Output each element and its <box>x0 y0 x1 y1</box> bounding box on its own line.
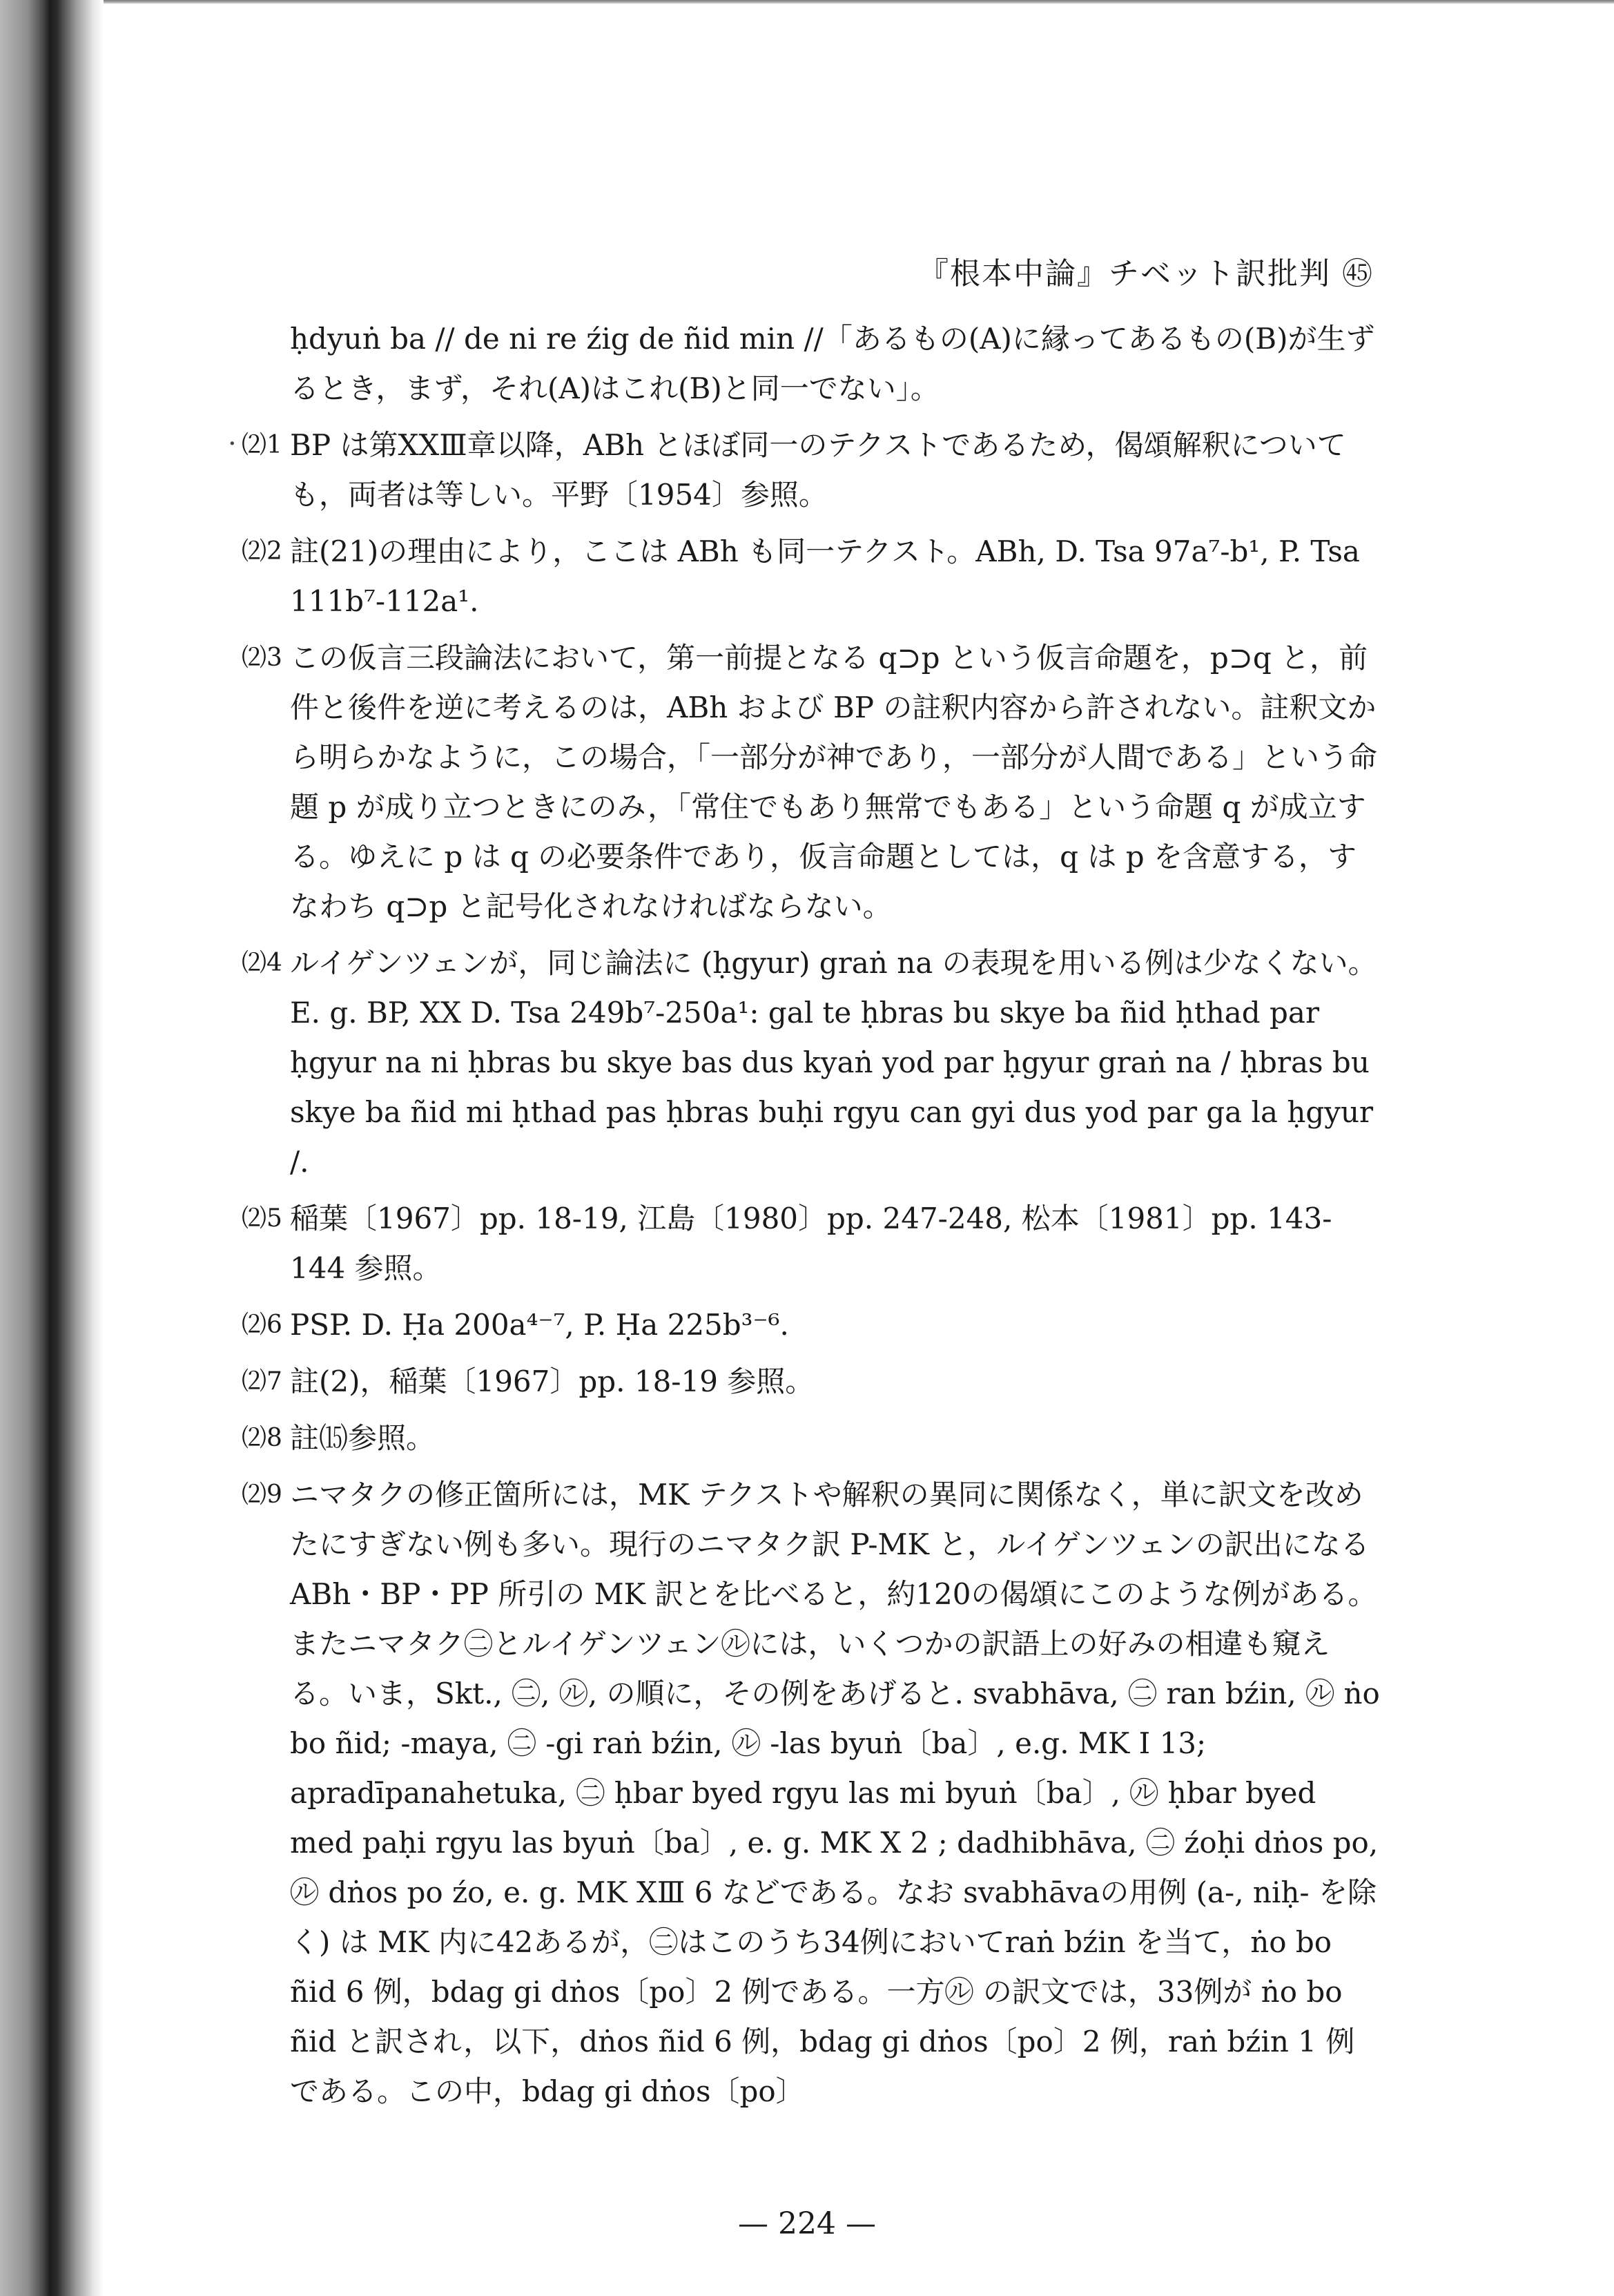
note-number: ⑵9 <box>242 1480 282 1509</box>
note-number: ⑵8 <box>242 1424 282 1452</box>
note-text: この仮言三段論法において，第一前提となる q⊃p という仮言命題を，p⊃q と，前件と後件を逆に考えるのは，ABh および BP の註釈内容から許されない。註釈文から明らかなように，この場合，「一部分が神であり，一部分が人間である」という命題 p が成り立つときにのみ，「常住でもあり無常でもある」という命題 q が成立する。ゆえに p は q の必要条件であり，仮言命題としては，q は p を含意する，すなわち q⊃p と記号化されなければならない。 <box>290 641 1378 923</box>
note-text: ルイゲンツェンが，同じ論法に (ḥgyur) graṅ na の表現を用いる例は少なくない。E. g. BP, XX D. Tsa 249b⁷-250a¹: gal te ḥbras bu skye ba ñid ḥthad par ḥgyur na ni ḥbras bu skye bas dus kyaṅ yod par ḥgyur graṅ na / ḥbras bu skye ba ñid mi ḥthad pas ḥbras buḥi rgyu can gyi dus yod par ga la ḥgyur /. <box>290 946 1377 1179</box>
note-text: BP は第XXⅢ章以降，ABh とほぼ同一のテクストであるため，偈頌解釈についても，両者は等しい。平野〔1954〕参照。 <box>290 428 1346 512</box>
note-number: ⑵1 <box>242 431 282 459</box>
note-27 <box>242 1357 1381 1407</box>
note-number: ⑵4 <box>242 949 282 977</box>
stray-mark: · <box>228 428 237 460</box>
note-25 <box>242 1194 1381 1293</box>
note-26 <box>242 1300 1381 1350</box>
note-text: 稲葉〔1967〕pp. 18-19, 江島〔1980〕pp. 247-248, 松本〔1981〕pp. 143-144 参照。 <box>290 1202 1332 1285</box>
continuation-text: ḥdyuṅ ba // de ni re źig de ñid min //「あるもの(A)に縁ってあるもの(B)が生ずるとき，まず，それ(A)はこれ(B)と同一でない」。 <box>290 322 1375 405</box>
note-number: ⑵2 <box>242 537 282 566</box>
note-number: ⑵6 <box>242 1311 282 1339</box>
notes-body <box>242 314 1381 2123</box>
running-header: 『根本中論』チベット訳批判 ㊺ <box>918 256 1374 291</box>
note-text: ニマタクの修正箇所には，MK テクストや解釈の異同に関係なく，単に訳文を改めたにすぎない例も多い。現行のニマタク訳 P-MK と，ルイゲンツェンの訳出になるABh・BP・PP 所引の MK 訳とを比べると，約120の偈頌にこのような例がある。またニマタク㊁とルイゲンツェン㋸には，いくつかの訳語上の好みの相違も窺える。いま，Skt., ㊁, ㋸, の順に，その例をあげると. svabhāva, ㊁ ran bźin, ㋸ ṅo bo ñid; -maya, ㊁ -gi raṅ bźin, ㋸ -las byuṅ〔ba〕, e.g. MK Ⅰ 13; apradīpanahetuka, ㊁ ḥbar byed rgyu las mi byuṅ〔ba〕, ㋸ ḥbar byed med paḥi rgyu las byuṅ〔ba〕, e. g. MK Ⅹ 2 ; dadhibhāva, ㊁ źoḥi dṅos po, ㋸ dṅos po źo, e. g. MK ⅩⅢ 6 などである。なお svabhāvaの用例 (a-, niḥ- を除く) は MK 内に42あるが，㊁はこのうち34例においてraṅ bźin を当て，ṅo bo ñid 6 例，bdag gi dṅos〔po〕2 例である。一方㋸ の訳文では，33例が ṅo bo ñid と訳され，以下，dṅos ñid 6 例，bdag gi dṅos〔po〕2 例，raṅ bźin 1 例である。この中，bdag gi dṅos〔po〕 <box>290 1478 1380 2108</box>
note-29 <box>242 1470 1381 2116</box>
page-number: — 224 — <box>738 2206 876 2241</box>
note-text: 註(2)，稲葉〔1967〕pp. 18-19 参照。 <box>290 1364 815 1398</box>
note-23 <box>242 633 1381 932</box>
note-number: ⑵5 <box>242 1204 282 1233</box>
note-text: 註⒂参照。 <box>290 1421 436 1455</box>
note-28 <box>242 1414 1381 1463</box>
scan-top-edge <box>104 0 1614 4</box>
note-number: ⑵3 <box>242 644 282 672</box>
note-24 <box>242 938 1381 1187</box>
note-text: 註(21)の理由により，ここは ABh も同一テクスト。ABh, D. Tsa 97a⁷-b¹, P. Tsa 111b⁷-112a¹. <box>290 534 1360 618</box>
note-22 <box>242 527 1381 626</box>
note-21 <box>242 421 1381 520</box>
scan-shadow-edge <box>0 0 104 2296</box>
note-number: ⑵7 <box>242 1367 282 1396</box>
note-text: PSP. D. Ḥa 200a⁴⁻⁷, P. Ḥa 225b³⁻⁶. <box>290 1308 789 1342</box>
